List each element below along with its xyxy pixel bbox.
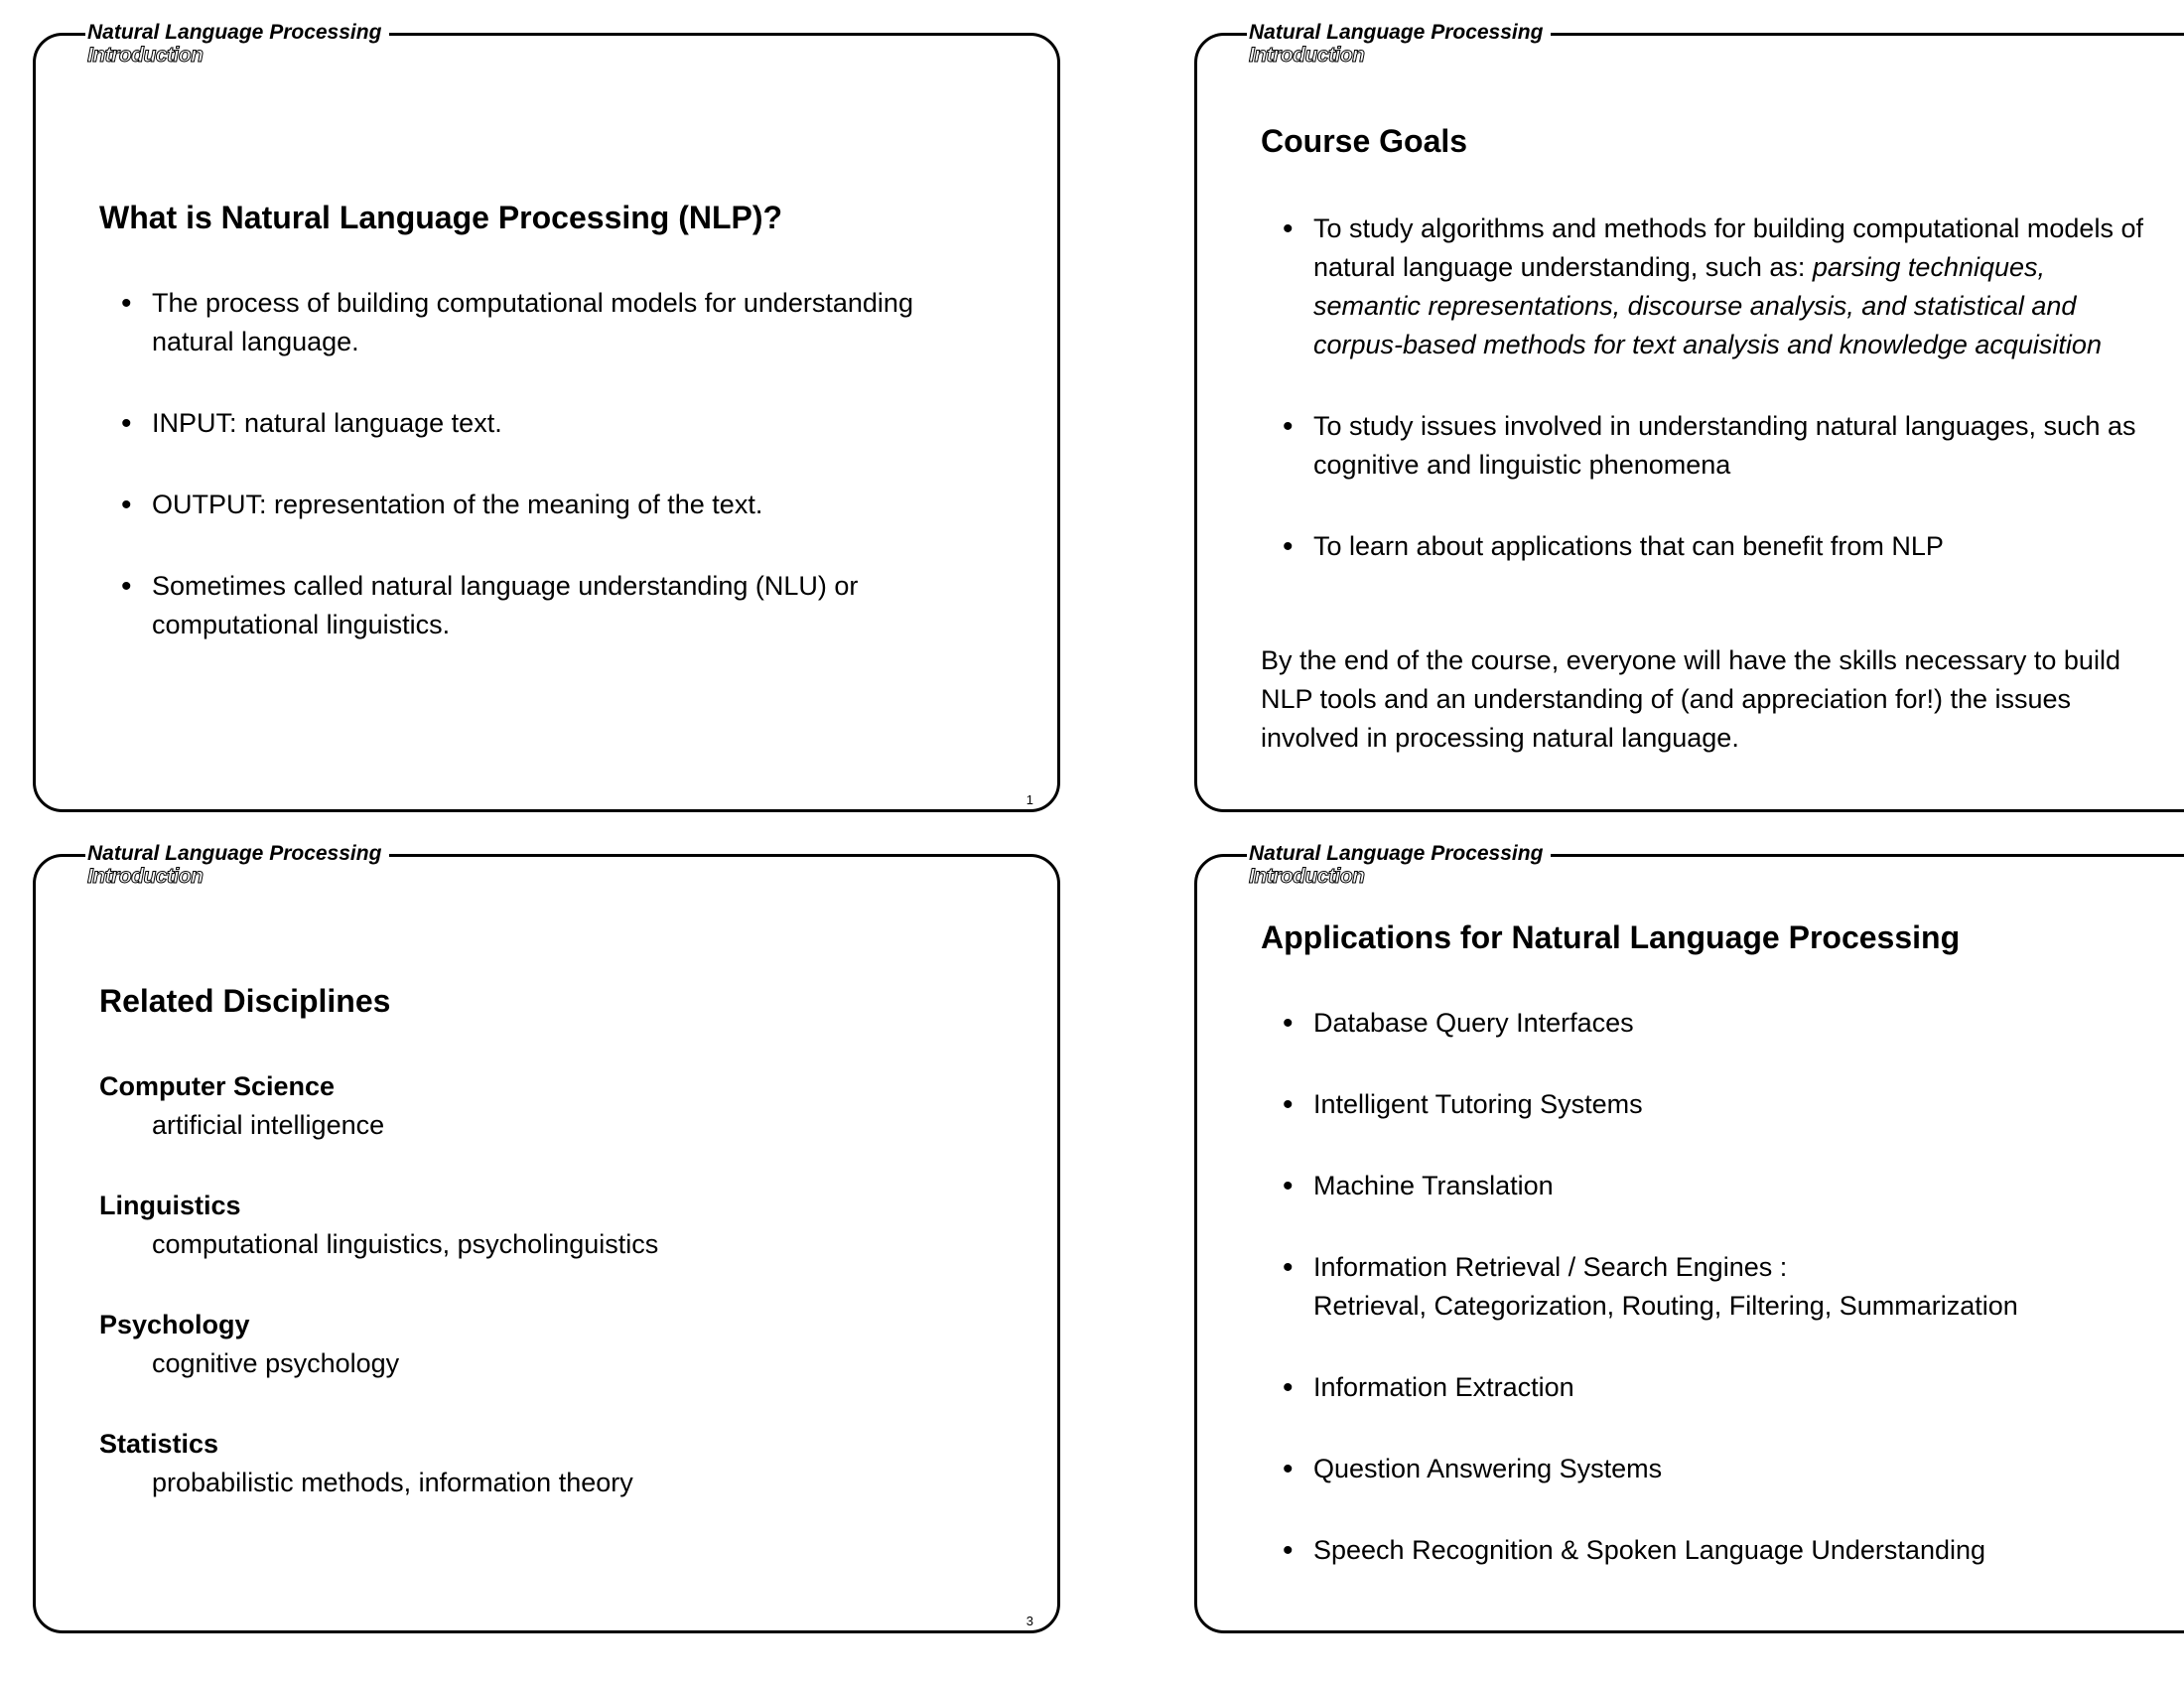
- course-name: Natural Language Processing: [1249, 842, 1544, 865]
- slide-1: [33, 21, 1060, 812]
- bullet-list: [1261, 210, 2154, 566]
- discipline-list: [99, 1067, 658, 1544]
- application-item: [1261, 1248, 2154, 1326]
- application-item: • Machine Translation: [1261, 1167, 2154, 1205]
- course-name: Natural Language Processing: [1249, 21, 1544, 44]
- slide-header: [1247, 22, 1551, 66]
- discipline-item: [99, 1425, 658, 1502]
- page-number: 3: [1025, 1614, 1033, 1628]
- slide-header: [85, 22, 389, 66]
- application-item: • Intelligent Tutoring Systems: [1261, 1085, 2154, 1124]
- slide-title: What is Natural Language Processing (NLP)?: [99, 200, 783, 235]
- bullet-item: • To study issues involved in understanding natural languages, such as cognitive and linguistic phenomena: [1261, 407, 2154, 485]
- application-item: • Information Extraction: [1261, 1368, 2154, 1407]
- course-name: Natural Language Processing: [87, 842, 382, 865]
- slide-3: [33, 842, 1060, 1633]
- bullet-list: [99, 284, 993, 644]
- bullet-text: To study algorithms and methods for building computational models of natural language understanding, such as:: [1313, 213, 2143, 282]
- application-item: • Database Query Interfaces: [1261, 1004, 2154, 1043]
- course-name: Natural Language Processing: [87, 21, 382, 44]
- discipline-name: Computer Science: [99, 1071, 336, 1101]
- discipline-name: Psychology: [99, 1310, 250, 1339]
- application-item: • Speech Recognition & Spoken Language Understanding: [1261, 1531, 2154, 1570]
- application-subitems: Retrieval, Categorization, Routing, Filtering, Summarization: [1313, 1291, 2018, 1321]
- discipline-desc: computational linguistics, psycholinguistics: [152, 1229, 659, 1259]
- bullet-item: • The process of building computational models for understanding natural language.: [99, 284, 993, 361]
- bullet-item: [1261, 210, 2154, 364]
- discipline-item: [99, 1187, 658, 1264]
- bullet-item: • INPUT: natural language text.: [99, 404, 993, 443]
- discipline-item: [99, 1067, 658, 1145]
- slide-title: Related Disciplines: [99, 983, 391, 1019]
- page-number: 1: [1025, 792, 1033, 807]
- slide-header: [1247, 843, 1551, 887]
- application-list: [1261, 1004, 2154, 1570]
- discipline-desc: artificial intelligence: [152, 1110, 385, 1140]
- discipline-desc: probabilistic methods, information theory: [152, 1468, 633, 1497]
- bullet-item: • To learn about applications that can benefit from NLP: [1261, 527, 2154, 566]
- application-label: Information Retrieval / Search Engines :: [1313, 1252, 1788, 1282]
- closing-paragraph: By the end of the course, everyone will have the skills necessary to build NLP tools and an understanding of (and appreciation for!) the issues involved in processing natural language.: [1261, 645, 2120, 753]
- bullet-text-italic: parsing techniques, semantic representations, discourse analysis, and statistical and corpus-based methods for text analysis and knowledge acquisition: [1313, 252, 2102, 359]
- section-name: Introduction: [87, 44, 204, 67]
- discipline-item: [99, 1306, 658, 1383]
- section-name: Introduction: [87, 865, 204, 888]
- bullet-item: • OUTPUT: representation of the meaning of the text.: [99, 486, 993, 524]
- slide-title: Applications for Natural Language Processing: [1261, 919, 1961, 955]
- discipline-name: Statistics: [99, 1429, 219, 1459]
- slide-title: Course Goals: [1261, 123, 1468, 159]
- slide-4: [1194, 842, 2184, 1633]
- discipline-desc: cognitive psychology: [152, 1348, 400, 1378]
- application-item: • Question Answering Systems: [1261, 1450, 2154, 1488]
- discipline-name: Linguistics: [99, 1191, 241, 1220]
- slide-header: [85, 843, 389, 887]
- section-name: Introduction: [1249, 44, 1365, 67]
- section-name: Introduction: [1249, 865, 1365, 888]
- bullet-item: • Sometimes called natural language understanding (NLU) or computational linguistics.: [99, 567, 993, 644]
- slide-2: [1194, 21, 2184, 812]
